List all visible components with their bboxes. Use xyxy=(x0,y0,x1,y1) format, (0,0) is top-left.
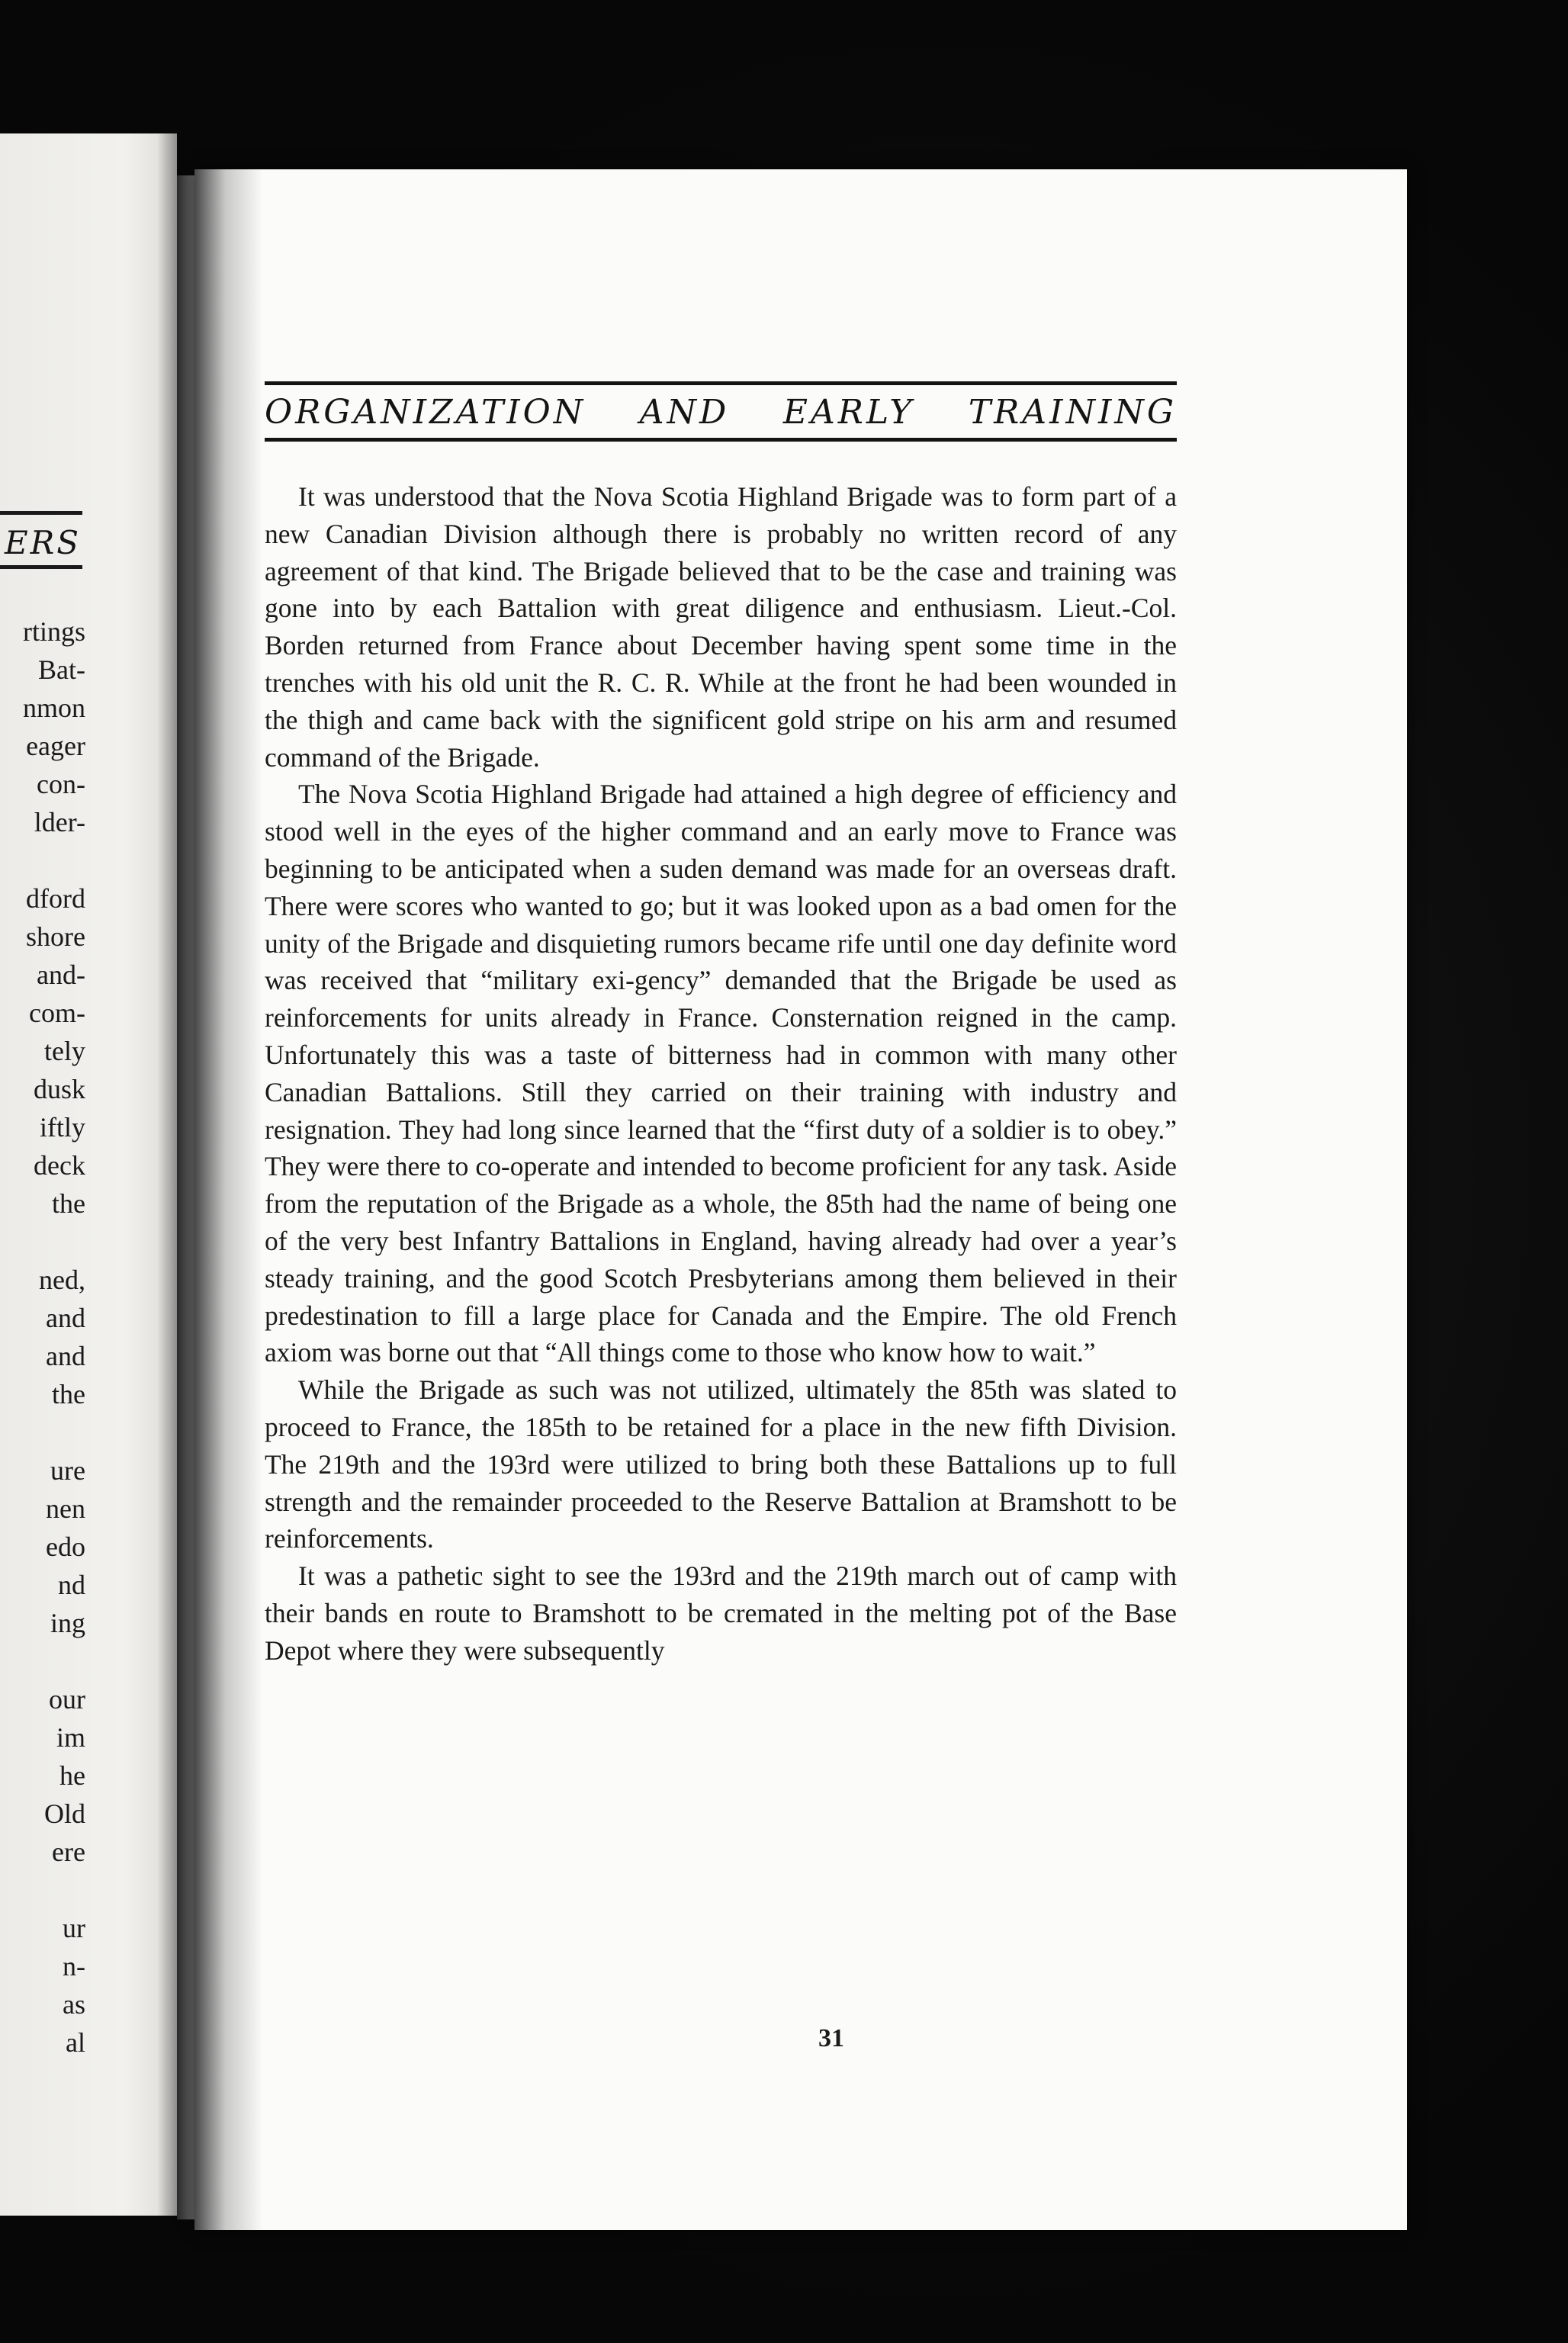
left-line-fragment: iftly xyxy=(40,1112,85,1143)
left-line-fragment: edo xyxy=(46,1531,85,1562)
left-facing-page xyxy=(0,133,177,2216)
paragraph: While the Brigade as such was not utilized, ultimately the 85th was slated to proceed to France, the 185th to be retained for a place in the new fifth Division. The 219th and the 193rd were utilized to bring both these Battalions up to full strength and the remainder proceeded to the Reserve Battalion at Bramshott to be reinforcements. xyxy=(265,1374,1177,1554)
left-line-fragment: al xyxy=(66,2027,85,2058)
running-head xyxy=(265,381,1177,442)
left-line-fragment: the xyxy=(52,1379,85,1409)
left-line-fragment: ure xyxy=(50,1455,85,1486)
left-line-fragment: rtings xyxy=(22,616,85,647)
left-top-rule xyxy=(0,511,82,515)
header-top-rule xyxy=(265,381,1177,385)
left-line-fragment xyxy=(0,841,85,879)
left-line-fragment: ing xyxy=(50,1608,85,1638)
left-line-fragment: ur xyxy=(63,1913,85,1943)
left-line-fragment: con- xyxy=(37,769,85,799)
left-bottom-rule xyxy=(0,565,82,569)
left-line-fragment: and xyxy=(46,1303,85,1333)
left-line-fragment: and xyxy=(46,1341,85,1371)
left-line-fragment: as xyxy=(63,1989,85,2020)
body-text xyxy=(265,478,1177,1670)
left-text-fragments xyxy=(0,612,85,2062)
left-line-fragment: n- xyxy=(63,1951,85,1981)
left-line-fragment: nmon xyxy=(22,693,85,723)
header-bottom-rule xyxy=(265,438,1177,442)
left-line-fragment: nd xyxy=(58,1570,85,1600)
paragraph: It was understood that the Nova Scotia Highland Brigade was to form part of a new Canadian Division although there is probably no written record of any agreement of that kind. The Brigade believed that to be the case and training was gone into by each Battalion with great diligence and enthusiasm. Lieut.-Col. Borden returned from France about December having spent some time in the trenches with his old unit the R. C. R. While at the front he had been wounded in the thigh and came back with the significent gold stripe on his arm and resumed command of the Brigade. xyxy=(265,481,1177,773)
left-running-head: ERS xyxy=(4,524,81,561)
left-line-fragment: lder- xyxy=(34,807,85,837)
left-line-fragment: tely xyxy=(44,1036,85,1066)
left-line-fragment xyxy=(0,1871,85,1909)
chapter-title: ORGANIZATION AND EARLY TRAINING xyxy=(265,393,1177,432)
page-number: 31 xyxy=(818,2024,844,2052)
left-line-fragment: im xyxy=(56,1722,85,1753)
left-line-fragment: deck xyxy=(34,1150,85,1181)
left-line-fragment: and- xyxy=(37,959,85,990)
left-line-fragment: ere xyxy=(52,1837,85,1867)
left-line-fragment: eager xyxy=(26,731,85,761)
left-line-fragment: nen xyxy=(46,1493,85,1524)
paragraph: The Nova Scotia Highland Brigade had attained a high degree of efficiency and stood well in the eyes of the higher command and an early move to France was beginning to be anticipated when a suden demand was made for an overseas draft. There were scores who wanted to go; but it was looked upon as a bad omen for the unity of the Brigade and disquieting rumors became rife until one day definite word was received that “military exi-gency” demanded that the Brigade be used as reinforcements for units already in France. Consternation reigned in the camp. Unfortunately this was a taste of bitterness had in common with many other Canadian Battalions. Still they carried on their training with industry and resignation. They had long since learned that the “first duty of a soldier is to obey.” They were there to co-operate and intended to become proficient for any task. Aside from the reputation of the Brigade as a whole, the 85th had the name of being one of the very best Infantry Battalions in England, having already had over a year’s steady training, and the good Scotch Presbyterians among them believed in their predestination to fill a large place for Canada and the Empire. The old French axiom was borne out that “All things come to those who know how to wait.” xyxy=(265,779,1177,1368)
left-line-fragment: our xyxy=(49,1684,85,1715)
left-line-fragment xyxy=(0,1413,85,1451)
left-line-fragment: the xyxy=(52,1188,85,1219)
paragraph: It was a pathetic sight to see the 193rd and the 219th march out of camp with their bands en route to Bramshott to be cremated in the melting pot of the Base Depot where they were subsequently xyxy=(265,1560,1177,1666)
left-line-fragment: ned, xyxy=(39,1265,85,1295)
left-line-fragment: he xyxy=(59,1760,85,1791)
left-line-fragment: com- xyxy=(29,998,85,1028)
left-line-fragment: dford xyxy=(26,883,85,914)
left-line-fragment xyxy=(0,1223,85,1261)
left-line-fragment: Bat- xyxy=(38,654,85,685)
main-page xyxy=(194,169,1407,2230)
left-line-fragment: shore xyxy=(26,921,85,952)
left-line-fragment: dusk xyxy=(33,1074,85,1104)
left-line-fragment xyxy=(0,1642,85,1680)
left-line-fragment: Old xyxy=(44,1798,85,1829)
